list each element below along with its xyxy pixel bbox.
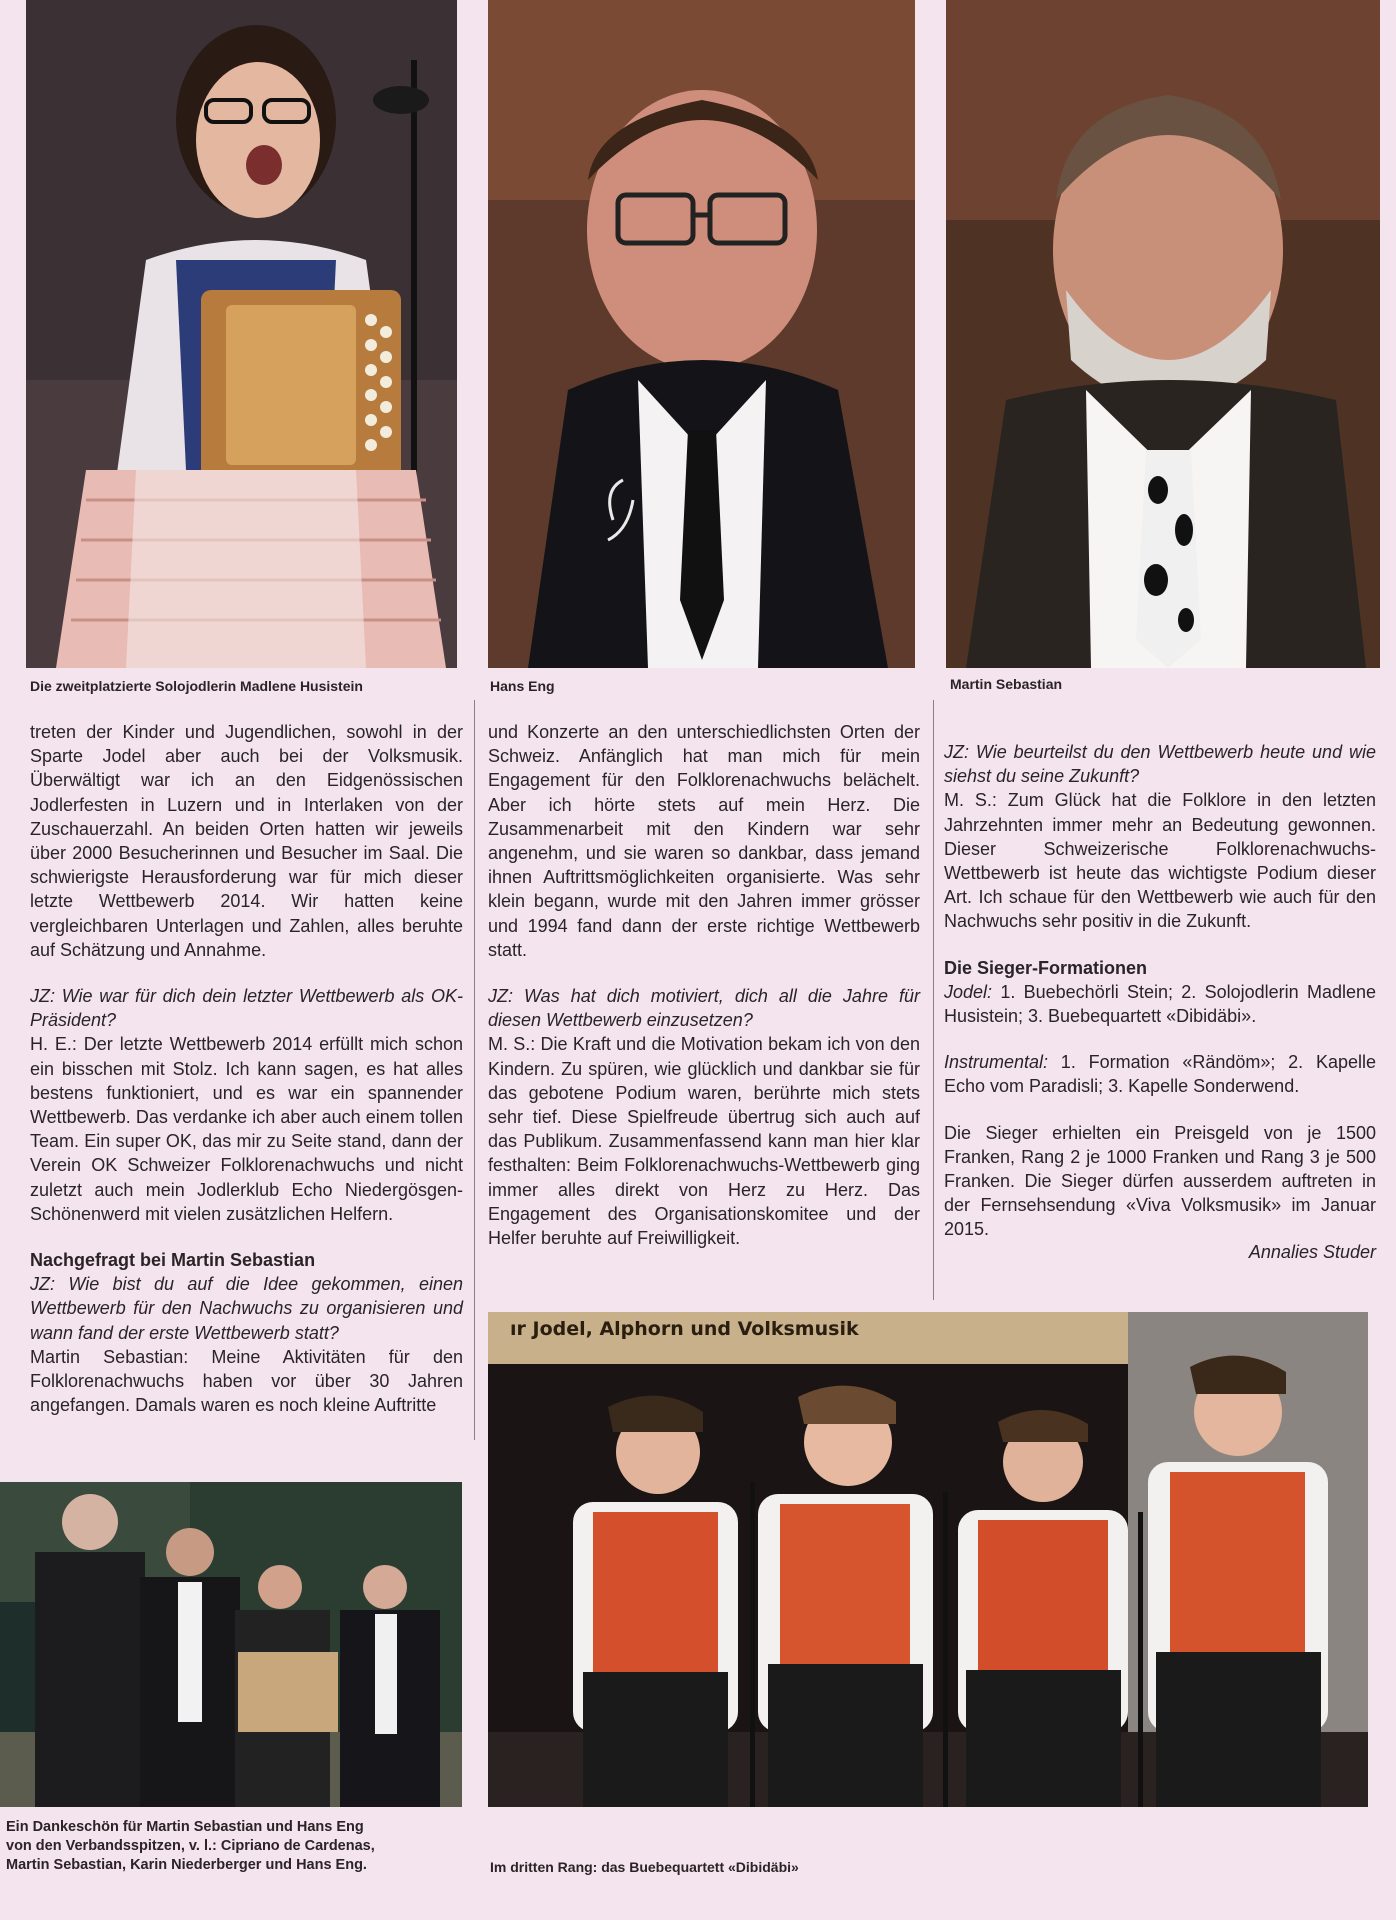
interview-question: JZ: Was hat dich motiviert, dich all die Jahre für diesen Wettbewerb einzusetzen? xyxy=(488,986,920,1031)
winners-jodel-text: 1. Buebechörli Stein; 2. Solojodlerin Madlene Husistein; 3. Buebequartett «Dibidäbi». xyxy=(944,981,1376,1027)
winners-instrumental-label: Instrumental: xyxy=(944,1052,1049,1073)
group-photo-illustration xyxy=(0,1482,462,1807)
text-column-1 xyxy=(30,720,463,1439)
column-rule-1 xyxy=(474,700,475,1440)
photo-martin-sebastian xyxy=(946,0,1380,668)
paragraph: M. S.: Zum Glück hat die Folklore in den letzten Jahrzehnten immer mehr an Bedeutung gewonnen. Dieser Schweizerische Folklorenachwuchs-Wettbewerb ist heute das wichtigste Podium dieser Art. Ich schaue für den Wettbewerb wie auch für den Nachwuchs sehr positiv in die Zukunft. xyxy=(944,790,1376,932)
paragraph: H. E.: Der letzte Wettbewerb 2014 erfüllt mich schon ein bisschen mit Stolz. Ich kann sagen, es hat alles bestens funktioniert, und es war ein spannender Wettbewerb. Das verdanke ich aber auch einem tollen Team. Ein super OK, das mir zu Seite stand, dann der Verein OK Schweizer Folklorenachwuchs und nicht zuletzt auch mein Jodlerklub Echo Niedergösgen-Schönenwerd mit vielen zusätzlichen Helfern. xyxy=(30,1034,463,1224)
column-rule-2 xyxy=(933,700,934,1300)
caption-solojodlerin: Die zweitplatzierte Solojodlerin Madlene Husistein xyxy=(30,678,363,694)
quartet-photo-illustration xyxy=(488,1312,1368,1807)
caption-dankeschoen xyxy=(6,1818,466,1875)
interview-question: JZ: Wie war für dich dein letzter Wettbewerb als OK-Präsident? xyxy=(30,986,463,1031)
paragraph: M. S.: Die Kraft und die Motivation bekam ich von den Kindern. Zu spüren, wie glücklich und dankbar sie für das gebotene Podium waren, berührte mich stets sehr tief. Diese Spielfreude übertrug sich auch auf das Publikum. Zusammenfassend kann man hier klar festhalten: Beim Folklorenachwuchs-Wettbewerb ging immer alles direkt von Herz zu Herz. Das Engagement des Organisationskomitee und der Helfer beruhte auf Freiwilligkeit. xyxy=(488,1034,920,1249)
singer-illustration xyxy=(26,0,457,668)
section-heading: Nachgefragt bei Martin Sebastian xyxy=(30,1250,316,1271)
paragraph: und Konzerte an den unterschiedlichsten Orten der Schweiz. Anfänglich hat man mich für mein Engagement für den Folklorenachwuchs belächelt. Aber ich hörte stets auf mein Herz. Die Zusammenarbeit mit den Kindern war sehr angenehm, und sie waren so dankbar, dass jemand ihnen Auftrittsmöglichkeiten organisierte. Was sehr klein begann, wurde mit den Jahren immer grösser und 1994 fand dann der erste richtige Wettbewerb statt. xyxy=(488,722,920,960)
winners-jodel xyxy=(944,980,1376,1028)
photo-buebequartett xyxy=(488,1312,1368,1807)
winners-jodel-label: Jodel: xyxy=(944,981,993,1002)
author-signature: Annalies Studer xyxy=(1248,1241,1376,1262)
caption-hans-eng: Hans Eng xyxy=(490,678,555,694)
caption-martin-sebastian: Martin Sebastian xyxy=(950,676,1063,692)
interview-question: JZ: Wie beurteilst du den Wettbewerb heute und wie siehst du seine Zukunft? xyxy=(944,742,1376,787)
caption-line: von den Verbandsspitzen, v. l.: Cipriano de Cardenas, xyxy=(6,1838,375,1854)
portrait-hans-eng xyxy=(488,0,915,668)
text-column-2 xyxy=(488,720,920,1272)
photo-dankeschoen xyxy=(0,1482,462,1807)
photo-solojodlerin xyxy=(26,0,457,668)
caption-buebequartett: Im dritten Rang: das Buebequartett «Dibidäbi» xyxy=(490,1859,799,1875)
interview-question: JZ: Wie bist du auf die Idee gekommen, einen Wettbewerb für den Nachwuchs zu organisieren und wann fand der erste Wettbewerb statt? xyxy=(30,1274,463,1343)
winners-instrumental-text: 1. Formation «Rändöm»; 2. Kapelle Echo vom Paradisli; 3. Kapelle Sonderwend. xyxy=(944,1052,1376,1097)
paragraph: treten der Kinder und Jugendlichen, sowohl in der Sparte Jodel aber auch bei der Volksmusik. Überwältigt war ich an den Eidgenössischen Jodlerfesten in Luzern und in Interlaken von der Zuschauerzahl. An beiden Orten hatten wir jeweils über 2000 Besucherinnen und Besucher im Saal. Die schwierigste Herausforderung war für mich dieser letzte Wettbewerb 2014. Wir hatten keine vergleichbaren Unterlagen und Zahlen, alles beruhte auf Schätzung und Annahme. xyxy=(30,722,463,960)
banner-text: ır Jodel, Alphorn und Volksmusik xyxy=(510,1318,859,1340)
paragraph: Martin Sebastian: Meine Aktivitäten für den Folklorenachwuchs haben vor über 30 Jahren angefangen. Damals waren es noch kleine Auftritte xyxy=(30,1346,463,1416)
winners-instrumental xyxy=(944,1050,1376,1098)
text-column-3 xyxy=(944,740,1376,1264)
portrait-martin-sebastian xyxy=(946,0,1380,668)
paragraph: Die Sieger erhielten ein Preisgeld von je 1500 Franken, Rang 2 je 1000 Franken und Rang 3 je 500 Franken. Die Sieger dürfen ausserdem auftreten in der Fernsehsendung «Viva Volksmusik» im Januar 2015. xyxy=(944,1122,1376,1240)
caption-line: Ein Dankeschön für Martin Sebastian und Hans Eng xyxy=(6,1819,364,1835)
caption-line: Martin Sebastian, Karin Niederberger und Hans Eng. xyxy=(6,1857,367,1873)
section-heading: Die Sieger-Formationen xyxy=(944,957,1148,978)
photo-hans-eng xyxy=(488,0,915,668)
